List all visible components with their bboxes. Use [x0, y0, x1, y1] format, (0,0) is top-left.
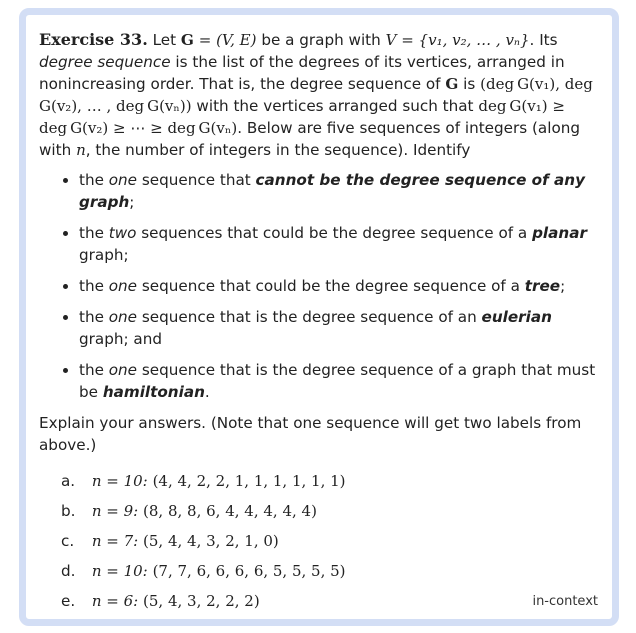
sequence-letter: a. [61, 472, 76, 490]
sequence-values: (5, 4, 4, 3, 2, 1, 0) [143, 532, 279, 550]
label-key: eulerian [481, 308, 552, 326]
exercise-card [19, 8, 619, 626]
exercise-intro [39, 29, 600, 161]
sequence-values: (7, 7, 6, 6, 6, 6, 5, 5, 5, 5) [152, 562, 346, 580]
label-key: planar [532, 224, 587, 242]
label-item [79, 306, 600, 350]
sequence-letter: e. [61, 592, 76, 610]
label-count: one [108, 277, 138, 295]
is-word: is [463, 75, 476, 93]
sequence-letter: c. [61, 532, 75, 550]
explain-text: Explain your answers. (Note that one sequence will get two labels from above.) [39, 414, 582, 454]
sequence-item [61, 469, 600, 499]
sequence-n: n = 10: [91, 472, 148, 490]
label-post: ; [560, 277, 566, 295]
arranged-text: with the vertices arranged such that [196, 97, 474, 115]
n-variable: n [76, 141, 86, 159]
label-count: two [108, 224, 137, 242]
graph-symbol-2: G [445, 75, 459, 93]
label-item [79, 169, 600, 213]
label-mid: sequence that is the degree sequence of a graph that must be [79, 361, 596, 401]
let-word: Let [152, 31, 177, 49]
label-pre: the [79, 224, 104, 242]
label-list [39, 169, 600, 403]
label-post: graph; [79, 246, 129, 264]
sequence-item [61, 589, 600, 619]
sequence-letter: d. [61, 562, 76, 580]
sequence-n: n = 7: [91, 532, 139, 550]
sequence-item [61, 499, 600, 529]
label-post: graph; and [79, 330, 162, 348]
graph-symbol: G [180, 31, 194, 49]
label-count: one [108, 308, 138, 326]
be-graph-with: be a graph with [261, 31, 381, 49]
label-item [79, 275, 600, 297]
label-pre: the [79, 308, 104, 326]
sequence-letter: b. [61, 502, 76, 520]
exercise-title: Exercise 33. [39, 30, 148, 49]
graph-definition: = (V, E) [198, 31, 257, 49]
definition-text: is the list of the degrees of its vertices, arranged in nonincreasing order. That is, the degree sequence of [39, 53, 565, 93]
exercise-content [39, 29, 600, 619]
label-item [79, 222, 600, 266]
degree-inequality: deg G(v₁) ≥ deg G(v₂) ≥ ⋯ ≥ deg G(vₙ) [39, 97, 565, 137]
label-pre: the [79, 361, 104, 379]
label-mid: sequence that could be the degree sequence of a [141, 277, 520, 295]
label-key: hamiltonian [102, 383, 205, 401]
label-key: tree [524, 277, 561, 295]
sequence-item [61, 559, 600, 589]
sequence-item [61, 529, 600, 559]
after-n-text: , the number of integers in the sequence). Identify [85, 141, 471, 159]
label-key: cannot be the degree sequence of any graph [79, 171, 585, 211]
degree-sequence-term: degree sequence [39, 53, 171, 71]
degree-tuple: (deg G(v₁), deg G(v₂), … , deg G(vₙ)) [39, 75, 596, 115]
in-context-badge: in-context [532, 594, 598, 609]
label-pre: the [79, 171, 104, 189]
label-count: one [108, 171, 138, 189]
sequence-values: (4, 4, 2, 2, 1, 1, 1, 1, 1, 1) [152, 472, 346, 490]
below-text: . Below are five sequences of integers (along with [39, 119, 580, 159]
label-count: one [108, 361, 138, 379]
its-word: . Its [529, 31, 558, 49]
label-mid: sequence that [141, 171, 251, 189]
sequence-list [39, 469, 600, 619]
label-pre: the [79, 277, 104, 295]
label-item [79, 359, 600, 403]
label-post: ; [129, 193, 135, 211]
vertex-set: V = {v₁, v₂, … , vₙ} [385, 31, 530, 49]
label-mid: sequences that could be the degree sequence of a [141, 224, 528, 242]
sequence-values: (8, 8, 8, 6, 4, 4, 4, 4, 4) [143, 502, 317, 520]
sequence-n: n = 10: [91, 562, 148, 580]
sequence-n: n = 9: [91, 502, 139, 520]
label-post: . [204, 383, 210, 401]
sequence-values: (5, 4, 3, 2, 2, 2) [143, 592, 260, 610]
label-mid: sequence that is the degree sequence of an [141, 308, 477, 326]
sequence-n: n = 6: [91, 592, 139, 610]
